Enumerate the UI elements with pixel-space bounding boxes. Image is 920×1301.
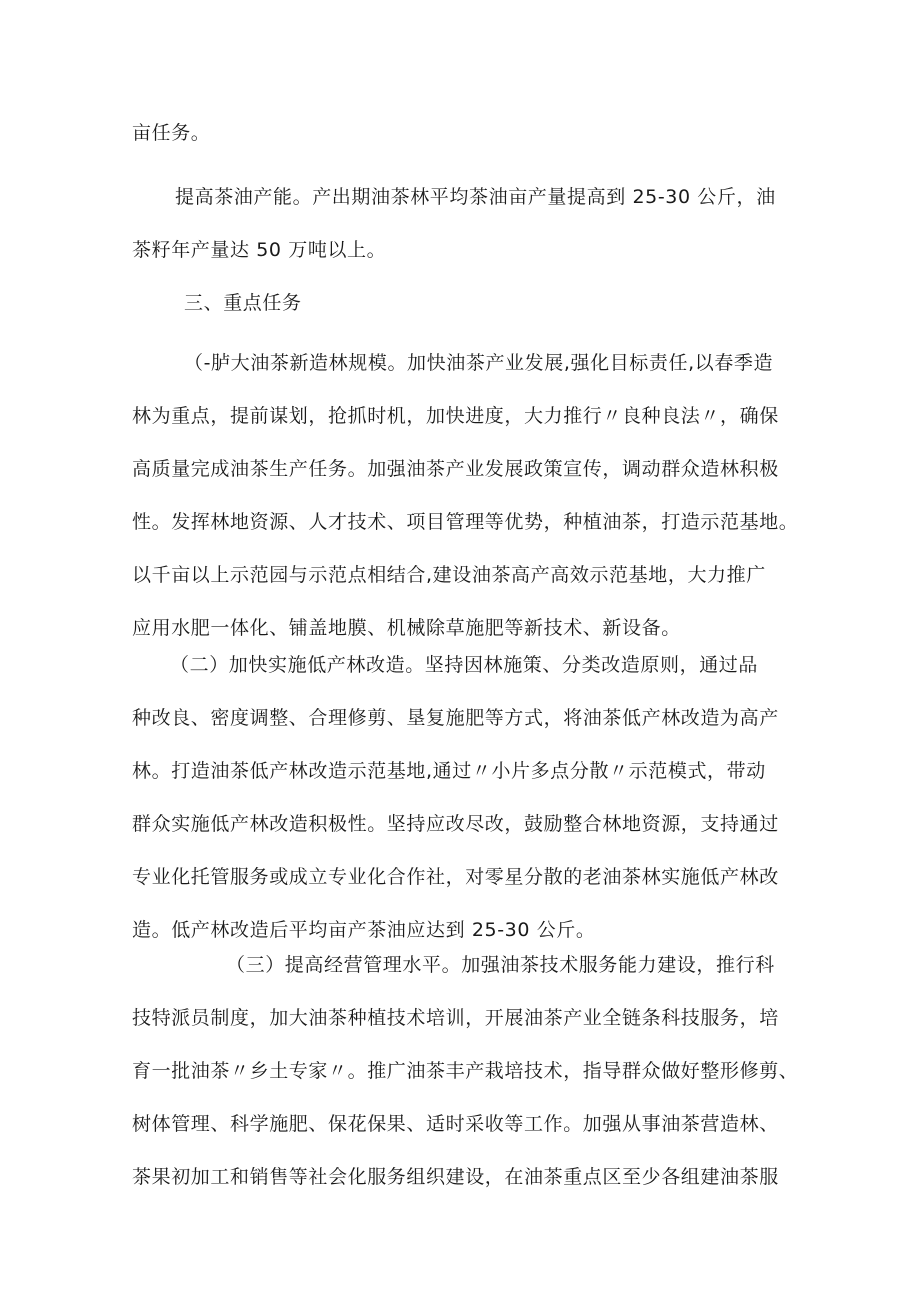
text-line: 树体管理、科学施肥、保花保果、适时采收等工作。加强从事油茶营造林、 [132, 1113, 779, 1135]
text-line: 技特派员制度，加大油茶种植技术培训，开展油茶产业全链条科技服务，培 [132, 1007, 779, 1029]
text-line: 造。低产林改造后平均亩产茶油应达到 25-30 公斤。 [132, 919, 596, 941]
paragraph-continuation [132, 118, 792, 148]
text-line: （三）提高经营管理水平。加强油茶技术服务能力建设，推行科 [226, 954, 775, 976]
text-line: （二）加快实施低产林改造。坚持因林施策、分类改造原则，通过品 [170, 654, 759, 676]
paragraph-task-1 [132, 348, 799, 643]
text-line: 专业化托管服务或成立专业化合作社，对零星分散的老油茶林实施低产林改 [132, 866, 779, 888]
text-line: 茶籽年产量达 50 万吨以上。 [132, 239, 387, 261]
text-line: 亩任务。 [132, 122, 211, 144]
paragraph-task-2 [132, 650, 792, 945]
section-heading: 三、重点任务 [184, 292, 302, 314]
section-heading-key-tasks [132, 288, 792, 318]
text-line: 茶果初加工和销售等社会化服务组织建设，在油茶重点区至少各组建油茶服 [132, 1166, 779, 1188]
text-line: 林。打造油茶低产林改造示范基地,通过〃小片多点分散〃示范模式，带动 [132, 760, 766, 782]
text-line: 种改良、密度调整、合理修剪、垦复施肥等方式，将油茶低产林改造为高产 [132, 707, 779, 729]
paragraph-oil-capacity [132, 182, 792, 265]
text-line: 群众实施低产林改造积极性。坚持应改尽改，鼓励整合林地资源，支持通过 [132, 813, 779, 835]
text-line: 提高茶油产能。产出期油茶林平均茶油亩产量提高到 25-30 公斤，油 [175, 186, 776, 208]
text-line: 林为重点，提前谋划，抢抓时机，加快进度，大力推行〃良种良法〃，确保 [132, 405, 779, 427]
text-line: 高质量完成油茶生产任务。加强油茶产业发展政策宣传，调动群众造林积极 [132, 458, 779, 480]
paragraph-task-3 [132, 950, 799, 1192]
text-line: 性。发挥林地资源、人才技术、项目管理等优势，种植油茶，打造示范基地。 [132, 511, 799, 533]
text-line: （-胪大油茶新造林规模。加快油茶产业发展,强化目标责任,以春季造 [184, 352, 774, 374]
text-line: 育一批油茶〃乡土专家〃。推广油茶丰产栽培技术，指导群众做好整形修剪、 [132, 1060, 799, 1082]
text-line: 以千亩以上示范园与示范点相结合,建设油茶高产高效示范基地，大力推广 [132, 564, 766, 586]
text-line: 应用水肥一体化、铺盖地膜、机械除草施肥等新技术、新设备。 [132, 617, 681, 639]
